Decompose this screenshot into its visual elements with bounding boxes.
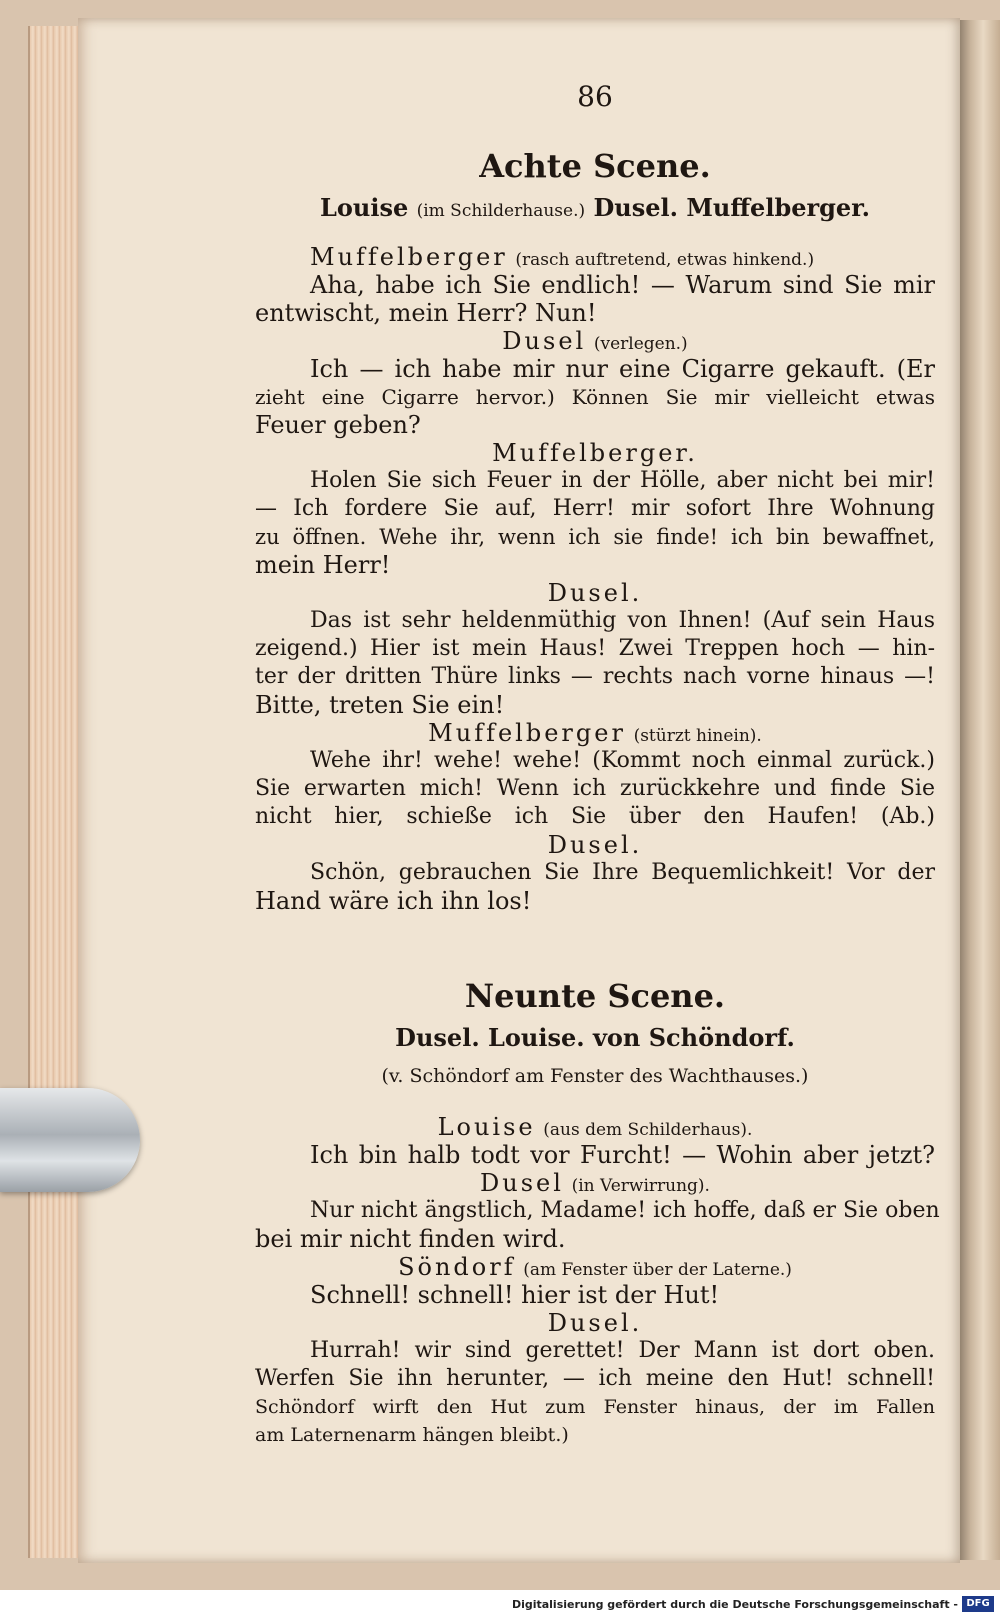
cast-muffelberger: Muffelberger. (686, 193, 870, 222)
page-number: 86 (577, 80, 613, 113)
dialogue-line: Hand wäre ich ihn los! (255, 887, 532, 915)
dialogue-line: Schön, gebrauchen Sie Ihre Bequemlichkeit! Vor der (310, 860, 935, 885)
scene8-cast (255, 193, 935, 222)
dialogue-line: entwischt, mein Herr? Nun! (255, 299, 597, 327)
dialogue-line: Das ist sehr heldenmüthig von Ihnen! (Auf sein Haus (310, 608, 935, 633)
cast-louise-note: (im Schilderhause.) (416, 201, 586, 221)
scene8-title: Achte Scene. (479, 147, 711, 185)
scene9-stage: (v. Schöndorf am Fenster des Wachthauses.) (381, 1065, 809, 1087)
dialogue-line: Schnell! schnell! hier ist der Hut! (310, 1281, 720, 1309)
speaker-line: Söndorf (am Fenster über der Laterne.) (398, 1253, 792, 1281)
speaker-line: Dusel. (547, 1309, 643, 1337)
dialogue-line: Bitte, treten Sie ein! (255, 691, 505, 719)
scene9-cast: Dusel. Louise. von Schöndorf. (395, 1023, 795, 1052)
speaker-line: Dusel. (547, 579, 643, 607)
speaker-line: Dusel (in Verwirrung). (480, 1169, 710, 1197)
dialogue-line: Holen Sie sich Feuer in der Hölle, aber nicht bei mir! (310, 468, 935, 493)
dialogue-line: mein Herr! (255, 551, 391, 579)
page-edge-right (958, 20, 1000, 1560)
dialogue-line: Aha, habe ich Sie endlich! — Warum sind Sie mir (310, 271, 935, 299)
cast-dusel: Dusel. (593, 193, 678, 222)
dialogue-line: nicht hier, schieße ich Sie über den Haufen! (Ab.) (255, 804, 935, 829)
page-clip (0, 1088, 140, 1192)
speaker-line: Muffelberger (rasch auftretend, etwas hinkend.) (310, 243, 815, 271)
cast-louise: Louise (320, 193, 409, 222)
dialogue-line: zu öffnen. Wehe ihr, wenn ich sie finde! ich bin bewaffnet, (255, 525, 935, 549)
scene9-title: Neunte Scene. (464, 977, 726, 1015)
dialogue-line: Ich — ich habe mir nur eine Cigarre gekauft. (Er (310, 355, 935, 383)
dialogue-line: Hurrah! wir sind gerettet! Der Mann ist dort oben. (310, 1338, 935, 1363)
dialogue-line: Ich bin halb todt vor Furcht! — Wohin aber jetzt? (310, 1141, 935, 1169)
speaker-line: Muffelberger (stürzt hinein). (428, 719, 762, 747)
dialogue-line: zieht eine Cigarre hervor.) Können Sie mir vielleicht etwas (255, 385, 935, 409)
footer-bar (0, 1590, 1000, 1621)
dialogue-line: bei mir nicht finden wird. (255, 1225, 566, 1253)
stage-direction: Schöndorf wirft den Hut zum Fenster hinaus, der im Fallen (255, 1396, 935, 1418)
speaker-line: Muffelberger. (492, 439, 698, 467)
dialogue-line: — Ich fordere Sie auf, Herr! mir sofort Ihre Wohnung (255, 496, 935, 521)
dialogue-line: zeigend.) Hier ist mein Haus! Zwei Treppen hoch — hin- (255, 636, 935, 661)
scene8-body (255, 243, 935, 915)
dialogue-line: Wehe ihr! wehe! wehe! (Kommt noch einmal zurück.) (310, 748, 935, 773)
scene9-body (255, 1113, 940, 1449)
stage-direction: am Laternenarm hängen bleibt.) (255, 1424, 569, 1446)
dialogue-line: Nur nicht ängstlich, Madame! ich hoffe, daß er Sie oben (310, 1198, 940, 1223)
dfg-logo: DFG (962, 1596, 994, 1612)
speaker-line: Dusel (verlegen.) (502, 327, 688, 355)
speaker-line: Louise (aus dem Schilderhaus). (437, 1113, 753, 1141)
dialogue-line: Werfen Sie ihn herunter, — ich meine den Hut! schnell! (255, 1366, 935, 1391)
dialogue-line: Sie erwarten mich! Wenn ich zurückkehre und finde Sie (255, 776, 935, 801)
speaker-line: Dusel. (547, 831, 643, 859)
footer-credit: Digitalisierung gefördert durch die Deutsche Forschungsgemeinschaft - (511, 1598, 958, 1611)
page-edges-left (28, 26, 80, 1558)
dialogue-line: ter der dritten Thüre links — rechts nach vorne hinaus —! (255, 664, 935, 689)
dialogue-line: Feuer geben? (255, 411, 421, 439)
